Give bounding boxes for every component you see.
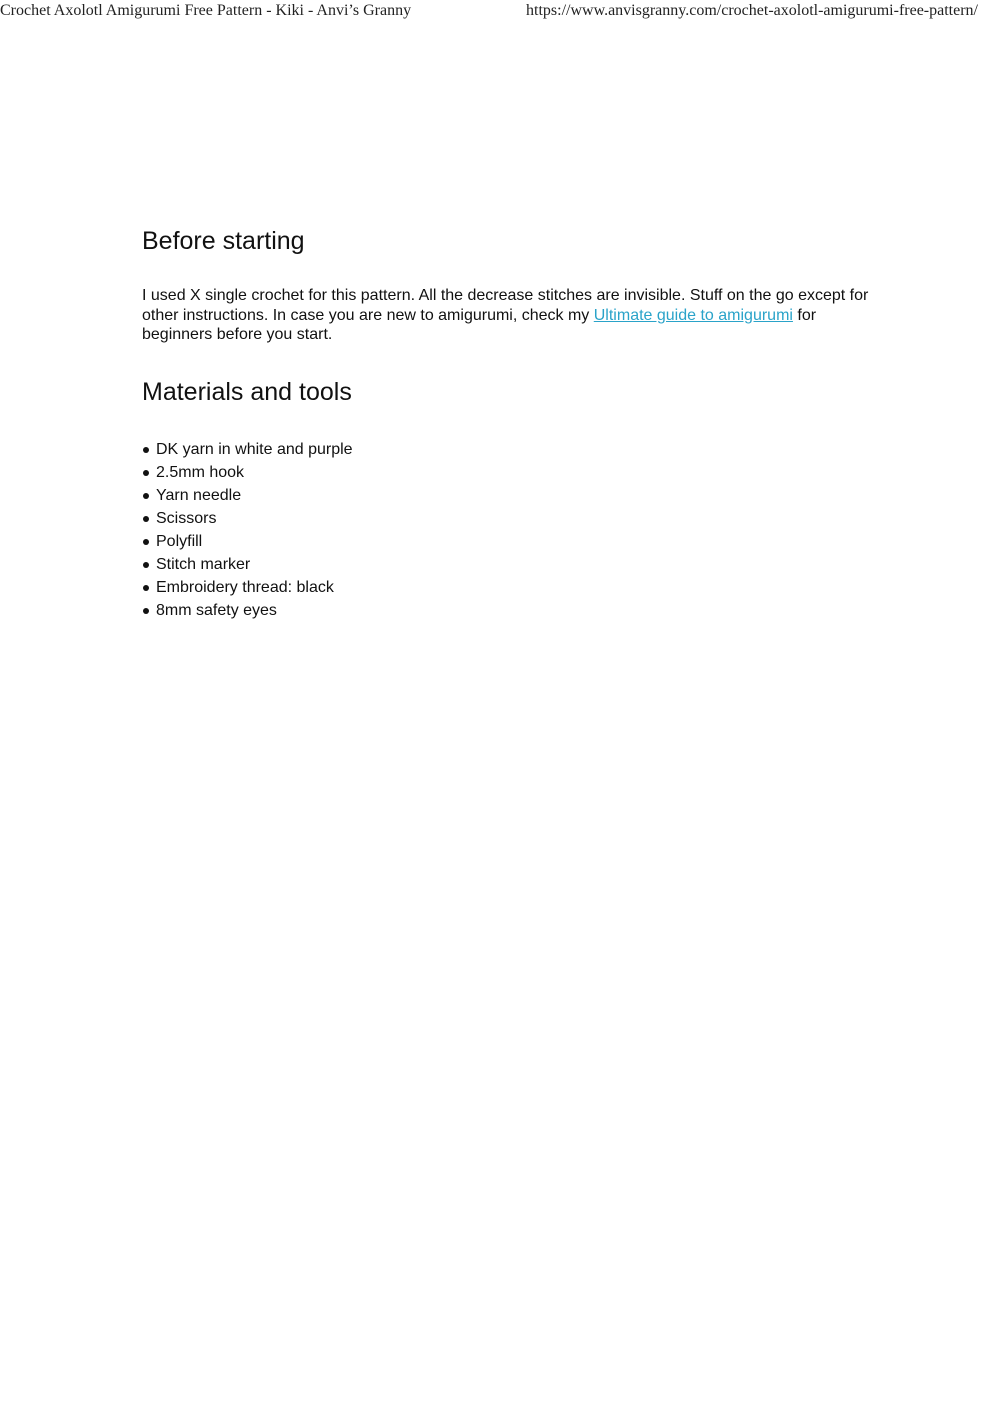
list-item-label: DK yarn in white and purple [156, 440, 353, 458]
list-item-label: Stitch marker [156, 555, 251, 573]
list-item [142, 461, 872, 484]
list-item-label: Polyfill [156, 532, 203, 550]
section-heading-materials: Materials and tools [142, 377, 352, 406]
list-item [142, 576, 872, 599]
list-item [142, 438, 872, 461]
bullet-icon [143, 585, 149, 591]
bullet-icon [143, 539, 149, 545]
ultimate-guide-link[interactable]: Ultimate guide to amigurumi [593, 306, 793, 324]
list-item-label: 8mm safety eyes [156, 602, 277, 620]
before-starting-paragraph [142, 286, 872, 345]
list-item [142, 484, 872, 507]
list-item [142, 553, 872, 576]
bullet-icon [143, 447, 149, 453]
section-materials-and-tools [142, 373, 872, 623]
section-before-starting [142, 222, 872, 345]
paragraph-text-start: I used X single crochet for this pattern. All the decrease stitches are invisible. Stuff on the go except for other instructions. In case you are new to amigurumi, check my [142, 287, 869, 324]
paragraph-text-end: for beginners before you start. [142, 306, 817, 343]
print-header-url: https://www.anvisgranny.com/crochet-axolotl-amigurumi-free-pattern/ [526, 2, 978, 19]
list-item-label: 2.5mm hook [156, 463, 245, 481]
materials-list [142, 438, 872, 623]
section-heading-before-starting: Before starting [142, 227, 305, 255]
list-item [142, 507, 872, 530]
list-item [142, 530, 872, 553]
article-content [142, 222, 872, 622]
bullet-icon [143, 470, 149, 476]
list-item-label: Scissors [156, 509, 217, 527]
bullet-icon [143, 562, 149, 568]
list-item-label: Yarn needle [156, 486, 242, 504]
bullet-icon [143, 608, 149, 614]
print-header-title: Crochet Axolotl Amigurumi Free Pattern - Kiki - Anvi’s Granny [0, 2, 412, 19]
list-item-label: Embroidery thread: black [156, 579, 334, 597]
print-header [0, 0, 1000, 24]
list-item [142, 599, 872, 622]
bullet-icon [143, 493, 149, 499]
bullet-icon [143, 516, 149, 522]
